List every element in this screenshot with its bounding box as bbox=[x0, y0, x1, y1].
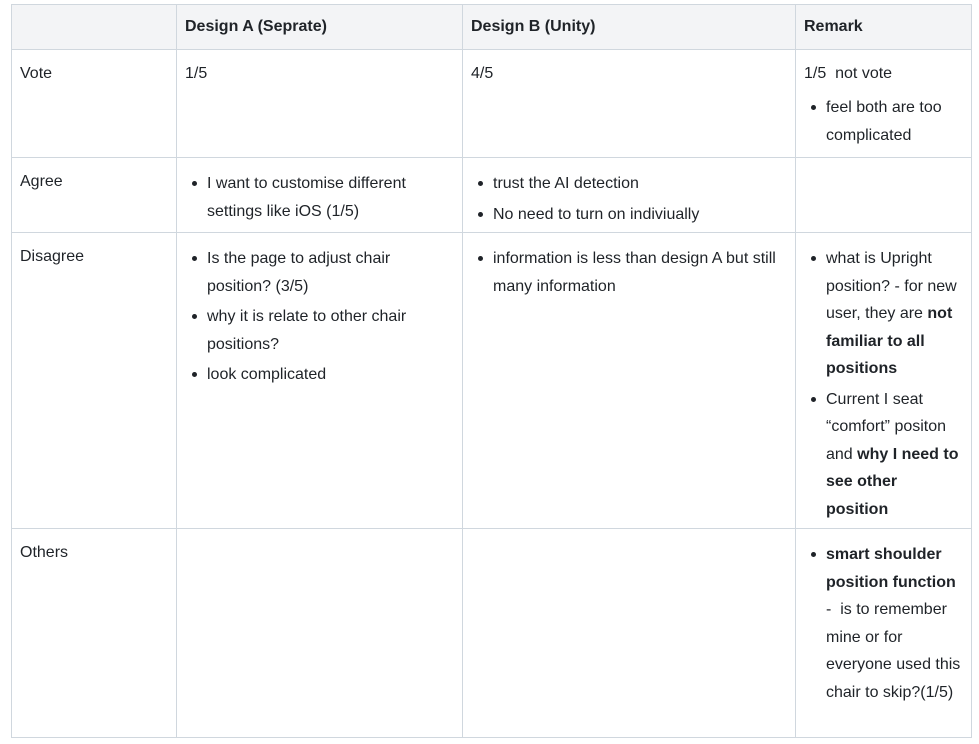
list-item: Current I seat “comfort” positon and why I need to see other position bbox=[826, 386, 963, 524]
cell-vote-design-a: 1/5 bbox=[177, 50, 463, 158]
cell-disagree-design-b bbox=[463, 233, 796, 529]
cell-others-remark bbox=[796, 529, 972, 738]
table-row-others bbox=[12, 529, 972, 738]
table-row-vote bbox=[12, 50, 972, 158]
row-label-others: Others bbox=[12, 529, 177, 738]
others-remark-list bbox=[804, 541, 963, 706]
agree-design-b-list bbox=[471, 170, 787, 228]
list-item: feel both are too complicated bbox=[826, 94, 963, 149]
list-item: why it is relate to other chair positions? bbox=[207, 303, 454, 358]
cell-agree-remark bbox=[796, 158, 972, 233]
header-empty bbox=[12, 5, 177, 50]
vote-remark-text: 1/5 not vote bbox=[804, 65, 893, 82]
disagree-remark-list bbox=[804, 245, 963, 523]
feedback-table bbox=[11, 4, 972, 738]
agree-design-a-list bbox=[185, 170, 454, 225]
table-row-disagree bbox=[12, 233, 972, 529]
cell-vote-design-b: 4/5 bbox=[463, 50, 796, 158]
header-design-a: Design A (Seprate) bbox=[177, 5, 463, 50]
cell-vote-remark bbox=[796, 50, 972, 158]
header-remark: Remark bbox=[796, 5, 972, 50]
list-item: I want to customise different settings like iOS (1/5) bbox=[207, 170, 454, 225]
list-item: trust the AI detection bbox=[493, 170, 787, 198]
list-item: look complicated bbox=[207, 361, 454, 389]
cell-disagree-remark bbox=[796, 233, 972, 529]
header-design-b: Design B (Unity) bbox=[463, 5, 796, 50]
row-label-agree: Agree bbox=[12, 158, 177, 233]
table-header-row bbox=[12, 5, 972, 50]
table-row-agree bbox=[12, 158, 972, 233]
list-item: No need to turn on indiviually bbox=[493, 201, 787, 229]
cell-agree-design-a bbox=[177, 158, 463, 233]
cell-others-design-a bbox=[177, 529, 463, 738]
row-label-disagree: Disagree bbox=[12, 233, 177, 529]
vote-remark-list bbox=[804, 94, 963, 149]
cell-disagree-design-a bbox=[177, 233, 463, 529]
disagree-design-a-list bbox=[185, 245, 454, 389]
cell-agree-design-b bbox=[463, 158, 796, 233]
row-label-vote: Vote bbox=[12, 50, 177, 158]
list-item: information is less than design A but still many information bbox=[493, 245, 787, 300]
list-item: what is Upright position? - for new user, they are not familiar to all positions bbox=[826, 245, 963, 383]
cell-others-design-b bbox=[463, 529, 796, 738]
list-item: Is the page to adjust chair position? (3/5) bbox=[207, 245, 454, 300]
list-item: smart shoulder position function - is to remember mine or for everyone used this chair to skip?(1/5) bbox=[826, 541, 963, 706]
disagree-design-b-list bbox=[471, 245, 787, 300]
